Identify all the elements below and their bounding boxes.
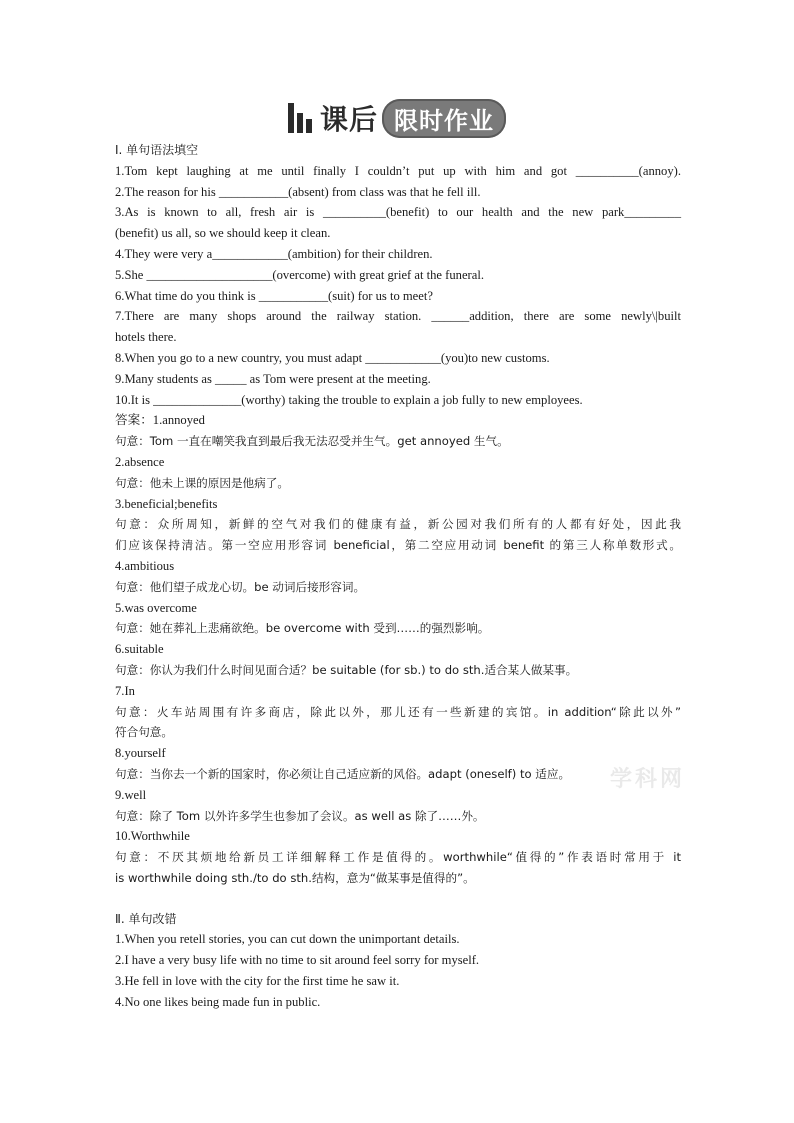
explanation-line: 句意：Tom 一直在嘲笑我直到最后我无法忍受并生气。get annoyed 生气。 [115,434,509,449]
question-line: 5.She ____________________(overcome) with great grief at the funeral. [115,267,484,282]
question-line: (benefit) us all, so we should keep it clean. [115,226,331,241]
answer-line: 6.suitable [115,642,164,657]
answer-line: 4.ambitious [115,558,175,573]
explanation-line: 句意：当你去一个新的国家时，你必须让自己适应新的风俗。adapt (oneself) to 适应。 [115,766,571,781]
explanation-line: 符合句意。 [115,725,173,740]
watermark-logo: 学科网 [610,767,686,792]
section-heading: Ⅱ. 单句改错 [115,911,177,926]
explanation-line: 句意：他未上课的原因是他病了。 [115,475,289,490]
explanation-line: 们应该保持清洁。第一空应用形容词 beneficial，第二空应用动词 benefit 的第三人称单数形式。 [115,538,681,553]
answer-line: 3.beneficial;benefits [115,496,218,511]
question-line: 4.They were very a____________(ambition) for their children. [115,246,433,261]
answer-line: 10.Worthwhile [115,829,190,844]
explanation-line: 句意：不厌其烦地给新员工详细解释工作是值得的。worthwhile“值得的”作表语时常用于 it [115,850,681,865]
bar-logo-icon [288,103,312,133]
question-line: hotels there. [115,330,177,345]
question-line: 7.There are many shops around the railway station. ______addition, there are some newly\|built [115,309,681,324]
header-title-badge: 限时作业 [382,99,506,138]
worksheet-content [115,140,681,1013]
explanation-line: 句意：除了 Tom 以外许多学生也参加了会议。as well as 除了……外。 [115,808,485,823]
question-line: 3.He fell in love with the city for the first time he saw it. [115,974,400,989]
question-line: 9.Many students as _____ as Tom were present at the meeting. [115,371,431,386]
question-line: 10.It is ______________(worthy) taking the trouble to explain a job fully to new employees. [115,392,583,407]
question-line: 2.The reason for his ___________(absent) from class was that he fell ill. [115,184,481,199]
answer-line: 7.In [115,683,135,698]
question-line: 4.No one likes being made fun in public. [115,994,321,1009]
answer-line: 8.yourself [115,746,166,761]
answer-line: 9.well [115,787,147,802]
answer-line: 5.was overcome [115,600,197,615]
section-heading: Ⅰ. 单句语法填空 [115,143,199,157]
explanation-line: 句意：火车站周围有许多商店，除此以外，那儿还有一些新建的宾馆。in addition“除此以外” [115,704,681,719]
question-line: 1.Tom kept laughing at me until finally I couldn’t put up with him and got __________(annoy). [115,163,681,178]
answer-line: 答案：1.annoyed [115,413,205,428]
explanation-line: is worthwhile doing sth./to do sth.结构，意为“做某事是值得的”。 [115,870,475,885]
worksheet-header [0,98,794,138]
question-line: 2.I have a very busy life with no time to sit around feel sorry for myself. [115,953,480,968]
question-line: 6.What time do you think is ___________(suit) for us to meet? [115,288,433,303]
question-line: 8.When you go to a new country, you must adapt ____________(you)to new customs. [115,350,550,365]
explanation-line: 句意：众所周知，新鲜的空气对我们的健康有益，新公园对我们所有的人都有好处，因此我 [115,517,681,532]
explanation-line: 句意：你认为我们什么时间见面合适？be suitable (for sb.) to do sth.适合某人做某事。 [115,662,578,677]
explanation-line: 句意：她在葬礼上悲痛欲绝。be overcome with 受到……的强烈影响。 [115,621,490,636]
explanation-line: 句意：他们望子成龙心切。be 动词后接形容词。 [115,579,366,594]
answer-line: 2.absence [115,454,165,469]
question-line: 3.As is known to all, fresh air is __________(benefit) to our health and the new park_________ [115,205,681,220]
question-line: 1.When you retell stories, you can cut down the unimportant details. [115,932,460,947]
header-title: 课后 [319,103,378,136]
